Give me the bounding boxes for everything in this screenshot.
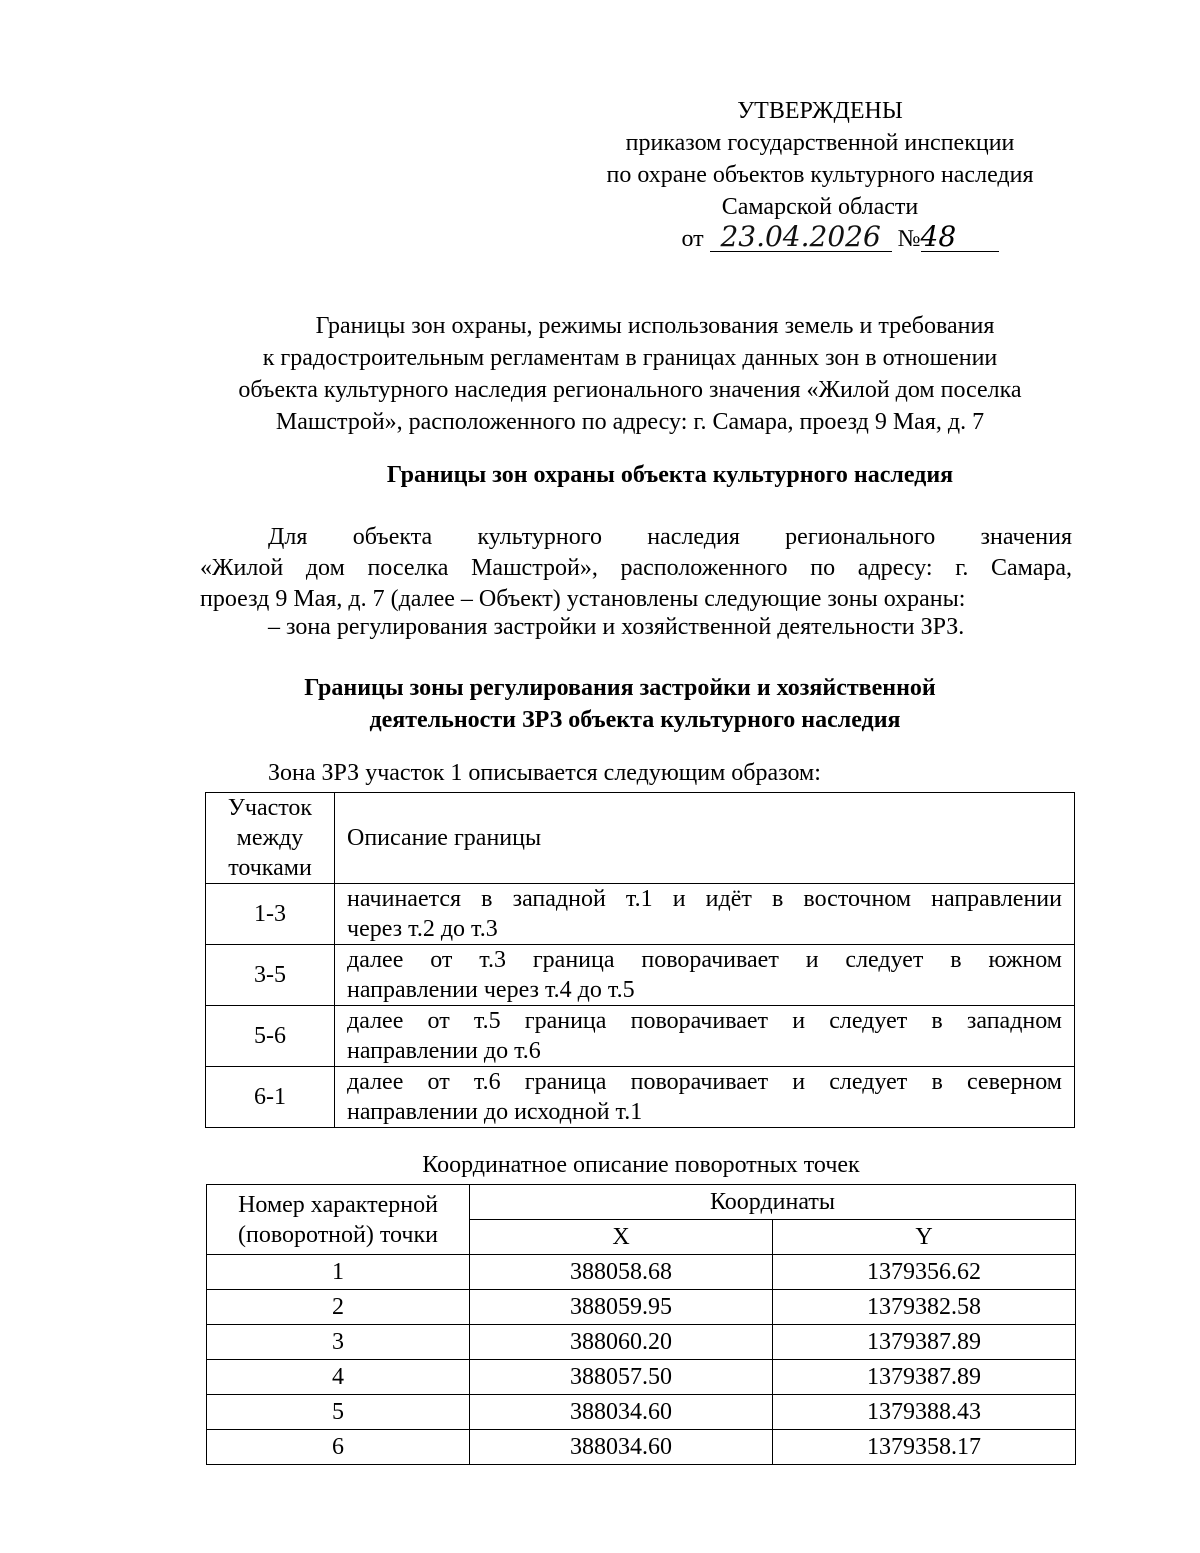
description-line: начинается в западной т.1 и идёт в восточном направлении bbox=[347, 886, 1062, 912]
table-row bbox=[207, 1290, 1076, 1325]
header-segment-cell bbox=[206, 793, 335, 884]
table-row bbox=[206, 945, 1075, 1006]
approval-title: УТВЕРЖДЕНЫ bbox=[737, 98, 903, 124]
point-cell: 3 bbox=[207, 1325, 470, 1360]
intro-paragraph bbox=[200, 522, 1072, 615]
table-header-row bbox=[207, 1185, 1076, 1220]
header-y-cell: Y bbox=[773, 1220, 1076, 1255]
paragraph-line: «Жилой дом поселка Машстрой», расположенного по адресу: г. Самара, bbox=[200, 555, 1072, 581]
header-text: (поворотной) точки bbox=[238, 1221, 438, 1248]
coord-table-caption: Координатное описание поворотных точек bbox=[422, 1152, 860, 1178]
point-cell: 6 bbox=[207, 1430, 470, 1465]
x-cell: 388060.20 bbox=[470, 1325, 773, 1360]
segment-cell: 6-1 bbox=[206, 1067, 335, 1128]
description-cell bbox=[335, 1067, 1075, 1128]
section-heading: Границы зон охраны объекта культурного наследия bbox=[386, 462, 954, 488]
table-row bbox=[206, 884, 1075, 945]
approval-line: Самарской области bbox=[721, 194, 919, 220]
point-cell: 1 bbox=[207, 1255, 470, 1290]
zone-table-caption: Зона ЗРЗ участок 1 описывается следующим образом: bbox=[268, 760, 821, 786]
zone-boundary-table bbox=[205, 792, 1075, 1128]
description-cell bbox=[335, 945, 1075, 1006]
header-point-cell bbox=[207, 1185, 470, 1255]
y-cell: 1379387.89 bbox=[773, 1325, 1076, 1360]
description-cell bbox=[335, 1006, 1075, 1067]
title-line: объекта культурного наследия регионального значения «Жилой дом поселка bbox=[238, 377, 1022, 403]
table-header-row bbox=[206, 793, 1075, 884]
paragraph-line: проезд 9 Мая, д. 7 (далее – Объект) установлены следующие зоны охраны: bbox=[200, 586, 966, 612]
description-line: далее от т.6 граница поворачивает и следует в северном bbox=[347, 1069, 1062, 1095]
x-cell: 388034.60 bbox=[470, 1395, 773, 1430]
point-cell: 2 bbox=[207, 1290, 470, 1325]
header-coords-cell: Координаты bbox=[470, 1185, 1076, 1220]
date-prefix: от bbox=[681, 226, 704, 252]
title-line: к градостроительным регламентам в границах данных зон в отношении bbox=[262, 345, 998, 371]
y-cell: 1379387.89 bbox=[773, 1360, 1076, 1395]
header-text: Участок bbox=[227, 795, 313, 821]
y-cell: 1379356.62 bbox=[773, 1255, 1076, 1290]
x-cell: 388057.50 bbox=[470, 1360, 773, 1395]
table-row bbox=[207, 1360, 1076, 1395]
description-line: далее от т.5 граница поворачивает и следует в западном bbox=[347, 1008, 1062, 1034]
description-line: через т.2 до т.3 bbox=[347, 916, 498, 942]
approval-date-number-line bbox=[580, 220, 1060, 255]
segment-cell: 1-3 bbox=[206, 884, 335, 945]
table-row bbox=[207, 1255, 1076, 1290]
table-row bbox=[206, 1067, 1075, 1128]
approval-block bbox=[580, 95, 1060, 255]
table-row bbox=[207, 1325, 1076, 1360]
description-line: далее от т.3 граница поворачивает и следует в южном bbox=[347, 947, 1062, 973]
header-text: между bbox=[236, 825, 304, 851]
description-line: направлении до исходной т.1 bbox=[347, 1099, 643, 1125]
description-cell bbox=[335, 884, 1075, 945]
table-row bbox=[206, 1006, 1075, 1067]
coordinates-table bbox=[206, 1184, 1076, 1465]
header-text: точками bbox=[228, 855, 312, 881]
approval-line: приказом государственной инспекции bbox=[625, 130, 1015, 156]
table-row bbox=[207, 1430, 1076, 1465]
heading-line: деятельности ЗРЗ объекта культурного наследия bbox=[369, 707, 901, 733]
description-line: направлении до т.6 bbox=[347, 1038, 541, 1064]
title-line: Машстрой», расположенного по адресу: г. Самара, проезд 9 Мая, д. 7 bbox=[275, 409, 985, 435]
y-cell: 1379358.17 bbox=[773, 1430, 1076, 1465]
y-cell: 1379388.43 bbox=[773, 1395, 1076, 1430]
paragraph-line: Для объекта культурного наследия регионального значения bbox=[268, 524, 1072, 550]
x-cell: 388059.95 bbox=[470, 1290, 773, 1325]
approval-line: по охране объектов культурного наследия bbox=[606, 162, 1034, 188]
handwritten-date: 23.04.2026 bbox=[710, 223, 892, 252]
heading-line: Границы зоны регулирования застройки и хозяйственной bbox=[304, 675, 936, 701]
point-cell: 4 bbox=[207, 1360, 470, 1395]
x-cell: 388034.60 bbox=[470, 1430, 773, 1465]
y-cell: 1379382.58 bbox=[773, 1290, 1076, 1325]
header-description-cell: Описание границы bbox=[335, 793, 1075, 884]
header-x-cell: X bbox=[470, 1220, 773, 1255]
description-line: направлении через т.4 до т.5 bbox=[347, 977, 635, 1003]
segment-cell: 5-6 bbox=[206, 1006, 335, 1067]
document-title bbox=[200, 310, 1060, 438]
header-text: Номер характерной bbox=[238, 1191, 438, 1218]
segment-cell: 3-5 bbox=[206, 945, 335, 1006]
x-cell: 388058.68 bbox=[470, 1255, 773, 1290]
table-row bbox=[207, 1395, 1076, 1430]
zone-list-item: – зона регулирования застройки и хозяйственной деятельности ЗРЗ. bbox=[268, 614, 965, 640]
point-cell: 5 bbox=[207, 1395, 470, 1430]
number-prefix: № bbox=[897, 226, 921, 252]
title-line: Границы зон охраны, режимы использования земель и требования bbox=[315, 313, 995, 339]
handwritten-number: 48 bbox=[921, 223, 999, 252]
section-heading bbox=[200, 672, 1040, 736]
